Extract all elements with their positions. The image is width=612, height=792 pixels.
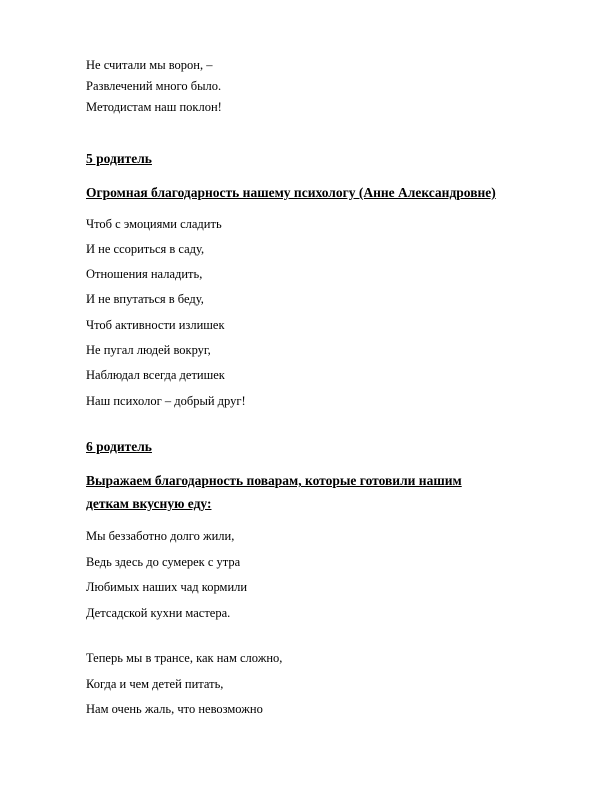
poem-line: Отношения наладить, <box>86 267 203 281</box>
poem-line: Чтоб активности излишек <box>86 318 225 332</box>
poem-line: Наш психолог – добрый друг! <box>86 394 246 408</box>
poem-line: Детсадской кухни мастера. <box>86 606 231 620</box>
section-5-heading: 5 родитель <box>86 151 152 166</box>
poem-line: Нам очень жаль, что невозможно <box>86 702 263 716</box>
poem-line: И не ссориться в саду, <box>86 242 205 256</box>
intro-line: Методистам наш поклон! <box>86 100 222 114</box>
poem-line: Когда и чем детей питать, <box>86 677 224 691</box>
section-6-heading: 6 родитель <box>86 439 152 454</box>
poem-line: Ведь здесь до сумерек с утра <box>86 555 241 569</box>
poem-line: Любимых наших чад кормили <box>86 580 248 594</box>
section-5-subheading: Огромная благодарность нашему психологу (Анне Александровне) <box>86 185 496 200</box>
poem-line: Теперь мы в трансе, как нам сложно, <box>86 651 283 665</box>
poem-line: И не впутаться в беду, <box>86 292 204 306</box>
intro-line: Развлечений много было. <box>86 79 222 93</box>
poem-line: Не пугал людей вокруг, <box>86 343 211 357</box>
intro-line: Не считали мы ворон, – <box>86 58 213 72</box>
poem-line: Наблюдал всегда детишек <box>86 368 225 382</box>
poem-line: Мы беззаботно долго жили, <box>86 529 235 543</box>
poem-line: Чтоб с эмоциями сладить <box>86 217 222 231</box>
section-6-subheading-line-1: Выражаем благодарность поварам, которые готовили нашим <box>86 473 462 488</box>
section-6-subheading-line-2: деткам вкусную еду: <box>86 496 212 511</box>
